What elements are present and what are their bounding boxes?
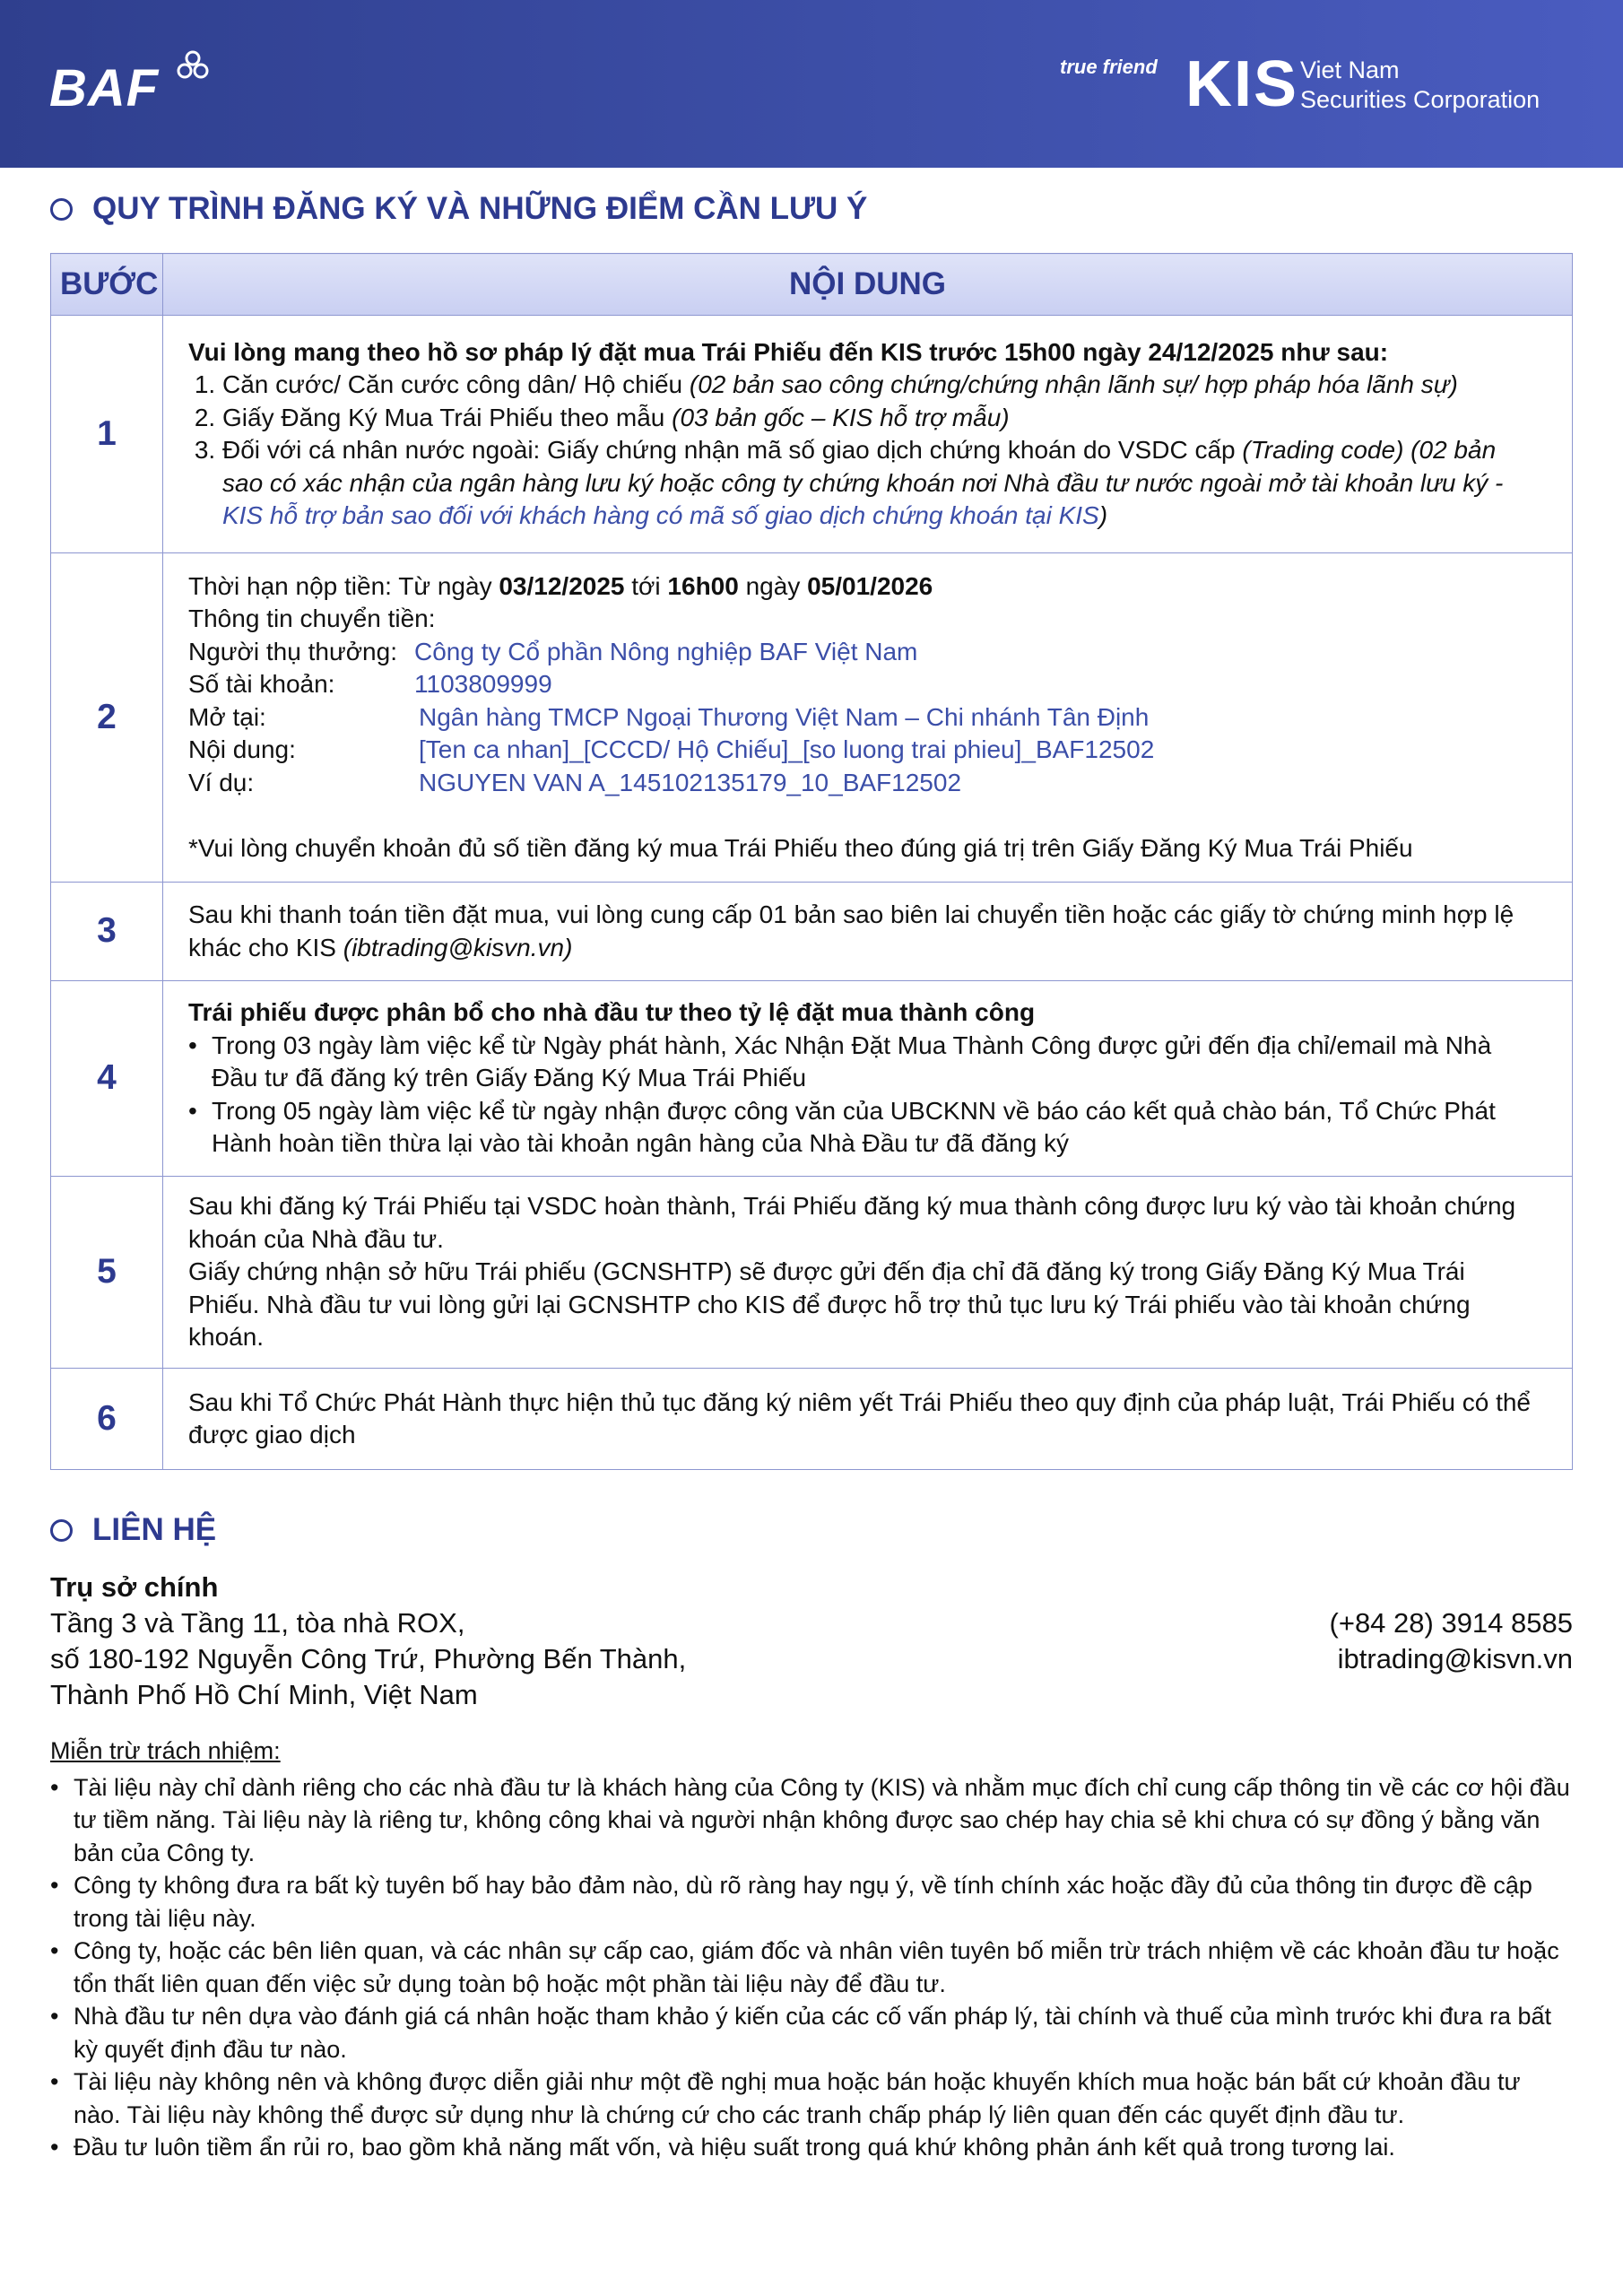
baf-logo-text: BAF bbox=[49, 59, 160, 117]
circle-bullet-icon bbox=[50, 198, 73, 221]
step-number: 1 bbox=[51, 316, 163, 553]
step-number: 3 bbox=[51, 883, 163, 981]
section-title-process: QUY TRÌNH ĐĂNG KÝ VÀ NHỮNG ĐIỂM CẦN LƯU Ý bbox=[50, 191, 867, 227]
step-content: Sau khi thanh toán tiền đặt mua, vui lòng cung cấp 01 bản sao biên lai chuyển tiền hoặc các giấy tờ chứng minh hợp lệ khác cho KIS (ibtrading@kisvn.vn) bbox=[163, 883, 1573, 981]
allocation-list bbox=[188, 1030, 1541, 1161]
list-item: 1. Căn cước/ Căn cước công dân/ Hộ chiếu (02 bản sao công chứng/chứng nhận lãnh sự/ hợp pháp hóa lãnh sự) bbox=[222, 369, 1541, 402]
transfer-content-row: Nội dung: [Ten ca nhan]_[CCCD/ Hộ Chiếu]_[so luong trai phieu]_BAF12502 bbox=[188, 735, 1155, 764]
step-number: 4 bbox=[51, 981, 163, 1177]
kis-company-name: Viet Nam Securities Corporation bbox=[1300, 57, 1541, 113]
headquarters-label: Trụ sở chính bbox=[50, 1571, 219, 1603]
column-header-step: BƯỚC bbox=[51, 254, 163, 316]
step-content: Sau khi đăng ký Trái Phiếu tại VSDC hoàn thành, Trái Phiếu đăng ký mua thành công được lưu ký vào tài khoản chứng khoán của Nhà đầu tư. Giấy chứng nhận sở hữu Trái phiếu (GCNSHTP) sẽ được gửi đến địa chỉ đã đăng ký trong Giấy Đăng Ký Mua Trái Phiếu. Nhà đầu tư vui lòng gửi lại GCNSHTP cho KIS để được hỗ trợ thủ tục lưu ký Trái phiếu vào tài khoản chứng khoán. bbox=[163, 1177, 1573, 1369]
example-row: Ví dụ: NGUYEN VAN A_145102135179_10_BAF12502 bbox=[188, 768, 962, 796]
account-number-row: Số tài khoản: 1103809999 bbox=[188, 670, 552, 699]
disclaimer-block bbox=[50, 1735, 1573, 2164]
list-item: • Trong 05 ngày làm việc kể từ ngày nhận được công văn của UBCKNN về báo cáo kết quả chào bán, Tổ Chức Phát Hành hoàn tiền thừa lại vào tài khoản ngân hàng của Nhà Đầu tư đã đăng ký bbox=[212, 1095, 1541, 1161]
step-number: 5 bbox=[51, 1177, 163, 1369]
step-number: 2 bbox=[51, 553, 163, 883]
beneficiary-row: Người thụ thưởng: Công ty Cổ phần Nông nghiệp BAF Việt Nam bbox=[188, 637, 918, 665]
address-line: Thành Phố Hồ Chí Minh, Việt Nam bbox=[50, 1679, 478, 1710]
truefriend-logo-text: true friend bbox=[1060, 56, 1158, 78]
phone-number: (+84 28) 3914 8585 bbox=[1329, 1607, 1573, 1639]
step-content: Sau khi Tổ Chức Phát Hành thực hiện thủ tục đăng ký niêm yết Trái Phiếu theo quy định của pháp luật, Trái Phiếu có thể được giao dịch bbox=[163, 1369, 1573, 1470]
address-line: Tầng 3 và Tầng 11, tòa nhà ROX, bbox=[50, 1607, 465, 1639]
column-header-content: NỘI DUNG bbox=[163, 254, 1573, 316]
table-row-step-3 bbox=[51, 883, 1573, 981]
payment-deadline: Thời hạn nộp tiền: Từ ngày 03/12/2025 tới 16h00 ngày 05/01/2026 bbox=[188, 571, 933, 600]
disclaimer-list bbox=[50, 1771, 1573, 2164]
contact-block bbox=[50, 1570, 1573, 1713]
bank-row: Mở tại: Ngân hàng TMCP Ngoại Thương Việt Nam – Chi nhánh Tân Định bbox=[188, 702, 1150, 731]
email-address: ibtrading@kisvn.vn bbox=[1337, 1643, 1573, 1674]
table-row-step-1 bbox=[51, 316, 1573, 553]
list-item: • Trong 03 ngày làm việc kể từ Ngày phát hành, Xác Nhận Đặt Mua Thành Công được gửi đến địa chỉ/email mà Nhà Đầu tư đã đăng ký trên Giấy Đăng Ký Mua Trái Phiếu bbox=[212, 1030, 1541, 1095]
list-item: • Công ty không đưa ra bất kỳ tuyên bố hay bảo đảm nào, dù rõ ràng hay ngụ ý, về tính chính xác hoặc đầy đủ của thông tin được đề cập trong tài liệu này. bbox=[74, 1869, 1573, 1935]
list-item: 2. Giấy Đăng Ký Mua Trái Phiếu theo mẫu (03 bản gốc – KIS hỗ trợ mẫu) bbox=[222, 402, 1541, 435]
table-row-step-2 bbox=[51, 553, 1573, 883]
address-line: số 180-192 Nguyễn Công Trứ, Phường Bến Thành, bbox=[50, 1643, 687, 1674]
steps-table bbox=[50, 253, 1573, 1470]
section-title-contact: LIÊN HỆ bbox=[50, 1512, 216, 1548]
document-list bbox=[188, 369, 1541, 533]
transfer-info-title: Thông tin chuyển tiền: bbox=[188, 604, 436, 633]
step-heading: Vui lòng mang theo hồ sơ pháp lý đặt mua Trái Phiếu đến KIS trước 15h00 ngày 24/12/2025 như sau: bbox=[188, 337, 1389, 366]
table-row-step-6 bbox=[51, 1369, 1573, 1470]
list-item: 3. Đối với cá nhân nước ngoài: Giấy chứng nhận mã số giao dịch chứng khoán do VSDC cấp (Trading code) (02 bản sao có xác nhận của ngân hàng lưu ký hoặc công ty chứng khoán nơi Nhà đầu tư nước ngoài mở tài khoản lưu ký - KIS hỗ trợ bản sao đối với khách hàng có mã số giao dịch chứng khoán tại KIS) bbox=[222, 434, 1541, 533]
list-item: • Tài liệu này không nên và không được diễn giải như một đề nghị mua hoặc bán hoặc khuyến khích mua hoặc bán bất cứ khoản đầu tư nào. Tài liệu này không thể được sử dụng như là chứng cứ cho các tranh chấp pháp lý liên quan đến các quyết định đầu tư. bbox=[74, 2066, 1573, 2131]
baf-logo-mark-icon bbox=[175, 49, 211, 82]
list-item: • Tài liệu này chỉ dành riêng cho các nhà đầu tư là khách hàng của Công ty (KIS) và nhằm mục đích chỉ cung cấp thông tin về các cơ hội đầu tư tiềm năng. Tài liệu này là riêng tư, không công khai và người nhận không được sao chép hay chia sẻ khi chưa có sự đồng ý bằng văn bản của Công ty. bbox=[74, 1771, 1573, 1870]
list-item: • Đầu tư luôn tiềm ẩn rủi ro, bao gồm khả năng mất vốn, và hiệu suất trong quá khứ không phản ánh kết quả trong tương lai. bbox=[74, 2131, 1573, 2164]
step-heading: Trái phiếu được phân bổ cho nhà đầu tư theo tỷ lệ đặt mua thành công bbox=[188, 998, 1036, 1027]
step-content bbox=[163, 316, 1573, 553]
baf-logo bbox=[49, 49, 220, 121]
step-content bbox=[163, 981, 1573, 1177]
kis-logo-text: KIS bbox=[1185, 48, 1299, 120]
table-row-step-4 bbox=[51, 981, 1573, 1177]
step-number: 6 bbox=[51, 1369, 163, 1470]
contact-details bbox=[1330, 1605, 1573, 1677]
table-row-step-5 bbox=[51, 1177, 1573, 1369]
transfer-note: *Vui lòng chuyển khoản đủ số tiền đăng ký mua Trái Phiếu theo đúng giá trị trên Giấy Đăng Ký Mua Trái Phiếu bbox=[188, 833, 1413, 862]
kis-logo bbox=[1060, 48, 1571, 124]
step-content bbox=[163, 553, 1573, 883]
list-item: • Công ty, hoặc các bên liên quan, và các nhân sự cấp cao, giám đốc và nhân viên tuyên bố miễn trừ trách nhiệm về các khoản đầu tư hoặc tổn thất liên quan đến việc sử dụng toàn bộ hoặc một phần tài liệu này để đầu tư. bbox=[74, 1935, 1573, 2000]
list-item: • Nhà đầu tư nên dựa vào đánh giá cá nhân hoặc tham khảo ý kiến của các cố vấn pháp lý, tài chính và thuế của mình trước khi đưa ra bất kỳ quyết định đầu tư nào. bbox=[74, 2000, 1573, 2066]
circle-bullet-icon bbox=[50, 1519, 73, 1542]
page-header bbox=[0, 0, 1623, 168]
table-header-row bbox=[51, 254, 1573, 316]
disclaimer-title: Miễn trừ trách nhiệm: bbox=[50, 1737, 281, 1764]
